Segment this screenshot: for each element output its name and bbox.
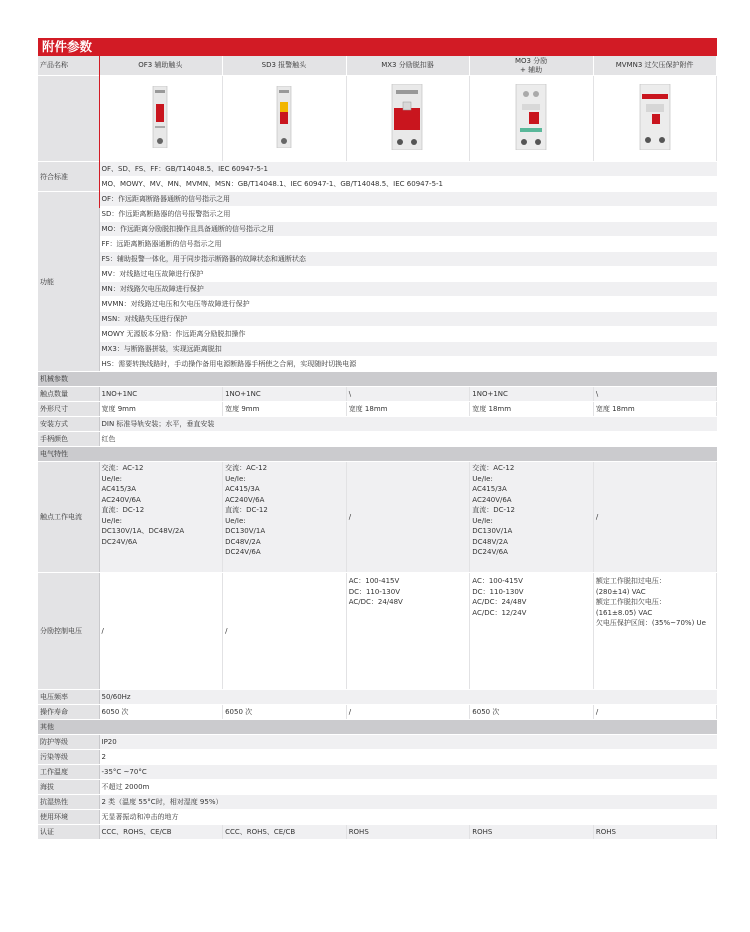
life-row: 操作寿命 6050 次 6050 次 / 6050 次 / — [38, 705, 717, 720]
current-row: 触点工作电流 交流：AC-12 Ue/Ie: AC415/3A AC240V/6A 直流：DC-12 Ue/Ie: DC130V/1A、DC48V/2A DC24V/6A 交流：AC-12 Ue/Ie: AC415/3A AC240V/6A 直流：DC-12 Ue/Ie: DC130V/1A DC48V/2A DC24V/6A / 交流：AC-12 Ue/Ie: AC415/3A AC240V/6A 直流：DC-12 Ue/Ie: DC130V/1A DC48V/2A DC24V/6A / — [38, 462, 717, 573]
sd3-image — [223, 76, 347, 162]
of3-image — [99, 76, 223, 162]
section-other — [38, 720, 717, 735]
humidity-row: 抗湿热性 2 类（温度 55°C时，相对湿度 95%） — [38, 795, 717, 810]
section-mech — [38, 372, 717, 387]
standards-row-1 — [38, 162, 717, 177]
mount-row: 安装方式 DIN 标准导轨安装；水平，垂直安装 — [38, 417, 717, 432]
section-heading: 电气特性 — [38, 447, 717, 462]
spec-sheet — [38, 38, 717, 840]
function-line: MOWY 无源版本分励：作远距离分励脱扣操作 — [99, 327, 717, 342]
function-line: MX3：与断路器拼装，实现远距离脱扣 — [99, 342, 717, 357]
protection-row: 防护等级 IP20 — [38, 735, 717, 750]
standards-line: OF、SD、FS、FF：GB/T14048.5、IEC 60947-5-1 — [99, 162, 717, 177]
frequency-row: 电压频率 50/60Hz — [38, 690, 717, 705]
function-line: OF：作远距离断路器通断的信号指示之用 — [99, 192, 717, 207]
function-line: MSN：对线路失压进行保护 — [99, 312, 717, 327]
header-label: 产品名称 — [38, 56, 99, 76]
standards-label: 符合标准 — [38, 162, 99, 192]
function-line: MVMN：对线路过电压和欠电压等故障进行保护 — [99, 297, 717, 312]
altitude-row: 海拔 不超过 2000m — [38, 780, 717, 795]
product-name: MO3 分励 + 辅助 — [470, 56, 594, 76]
function-line: HS：需要转换线路时，手动操作备用电源断路器手柄使之合闸，实现随时切换电源 — [99, 357, 717, 372]
accent-divider — [99, 56, 100, 208]
section-elec — [38, 447, 717, 462]
function-line: FS：辅助报警一体化，用于同步指示断路器的故障状态和通断状态 — [99, 252, 717, 267]
pollution-row: 污染等级 2 — [38, 750, 717, 765]
function-label: 功能 — [38, 192, 99, 372]
standards-row-2 — [38, 177, 717, 192]
product-name: MVMN3 过欠压保护附件 — [593, 56, 717, 76]
spec-table — [38, 56, 717, 840]
function-line: MN：对线路欠电压故障进行保护 — [99, 282, 717, 297]
certification-row: 认证 CCC、ROHS、CE/CB CCC、ROHS、CE/CB ROHS ROHS ROHS — [38, 825, 717, 840]
header-row — [38, 56, 717, 76]
section-heading: 机械参数 — [38, 372, 717, 387]
product-name: MX3 分励脱扣器 — [346, 56, 470, 76]
standards-line: MO、MOWY、MV、MN、MVMN、MSN：GB/T14048.1、IEC 60947-1、GB/T14048.5、IEC 60947-5-1 — [99, 177, 717, 192]
mx3-image — [346, 76, 470, 162]
function-line: MV：对线路过电压故障进行保护 — [99, 267, 717, 282]
section-title: 附件参数 — [38, 38, 717, 56]
function-line: MO：作远距离分励脱扣操作且具备通断的信号指示之用 — [99, 222, 717, 237]
section-heading: 其他 — [38, 720, 717, 735]
mvmn3-image — [593, 76, 717, 162]
function-line: FF：远距离断路器通断的信号指示之用 — [99, 237, 717, 252]
product-name: SD3 报警触头 — [223, 56, 347, 76]
environment-row: 使用环境 无显著振动和冲击的地方 — [38, 810, 717, 825]
mo3-image — [470, 76, 594, 162]
size-row: 外形尺寸 宽度 9mm 宽度 9mm 宽度 18mm 宽度 18mm 宽度 18mm — [38, 402, 717, 417]
contacts-row: 触点数量 1NO+1NC 1NO+1NC \ 1NO+1NC \ — [38, 387, 717, 402]
shunt-voltage-row: 分励控制电压 / / AC：100-415V DC：110-130V AC/DC：24/48V AC：100-415V DC：110-130V AC/DC：24/48V AC/DC：12/24V 额定工作脱扣过电压： (280±14) VAC 额定工作脱扣欠电压： (161±8.05) VAC 欠电压保护区间：(35%~70%) Ue — [38, 573, 717, 690]
product-name: OF3 辅助触头 — [99, 56, 223, 76]
function-line: SD：作远距离断路器的信号报警指示之用 — [99, 207, 717, 222]
temperature-row: 工作温度 -35°C ~70°C — [38, 765, 717, 780]
product-image-row — [38, 76, 717, 162]
handle-color-row: 手柄颜色 红色 — [38, 432, 717, 447]
